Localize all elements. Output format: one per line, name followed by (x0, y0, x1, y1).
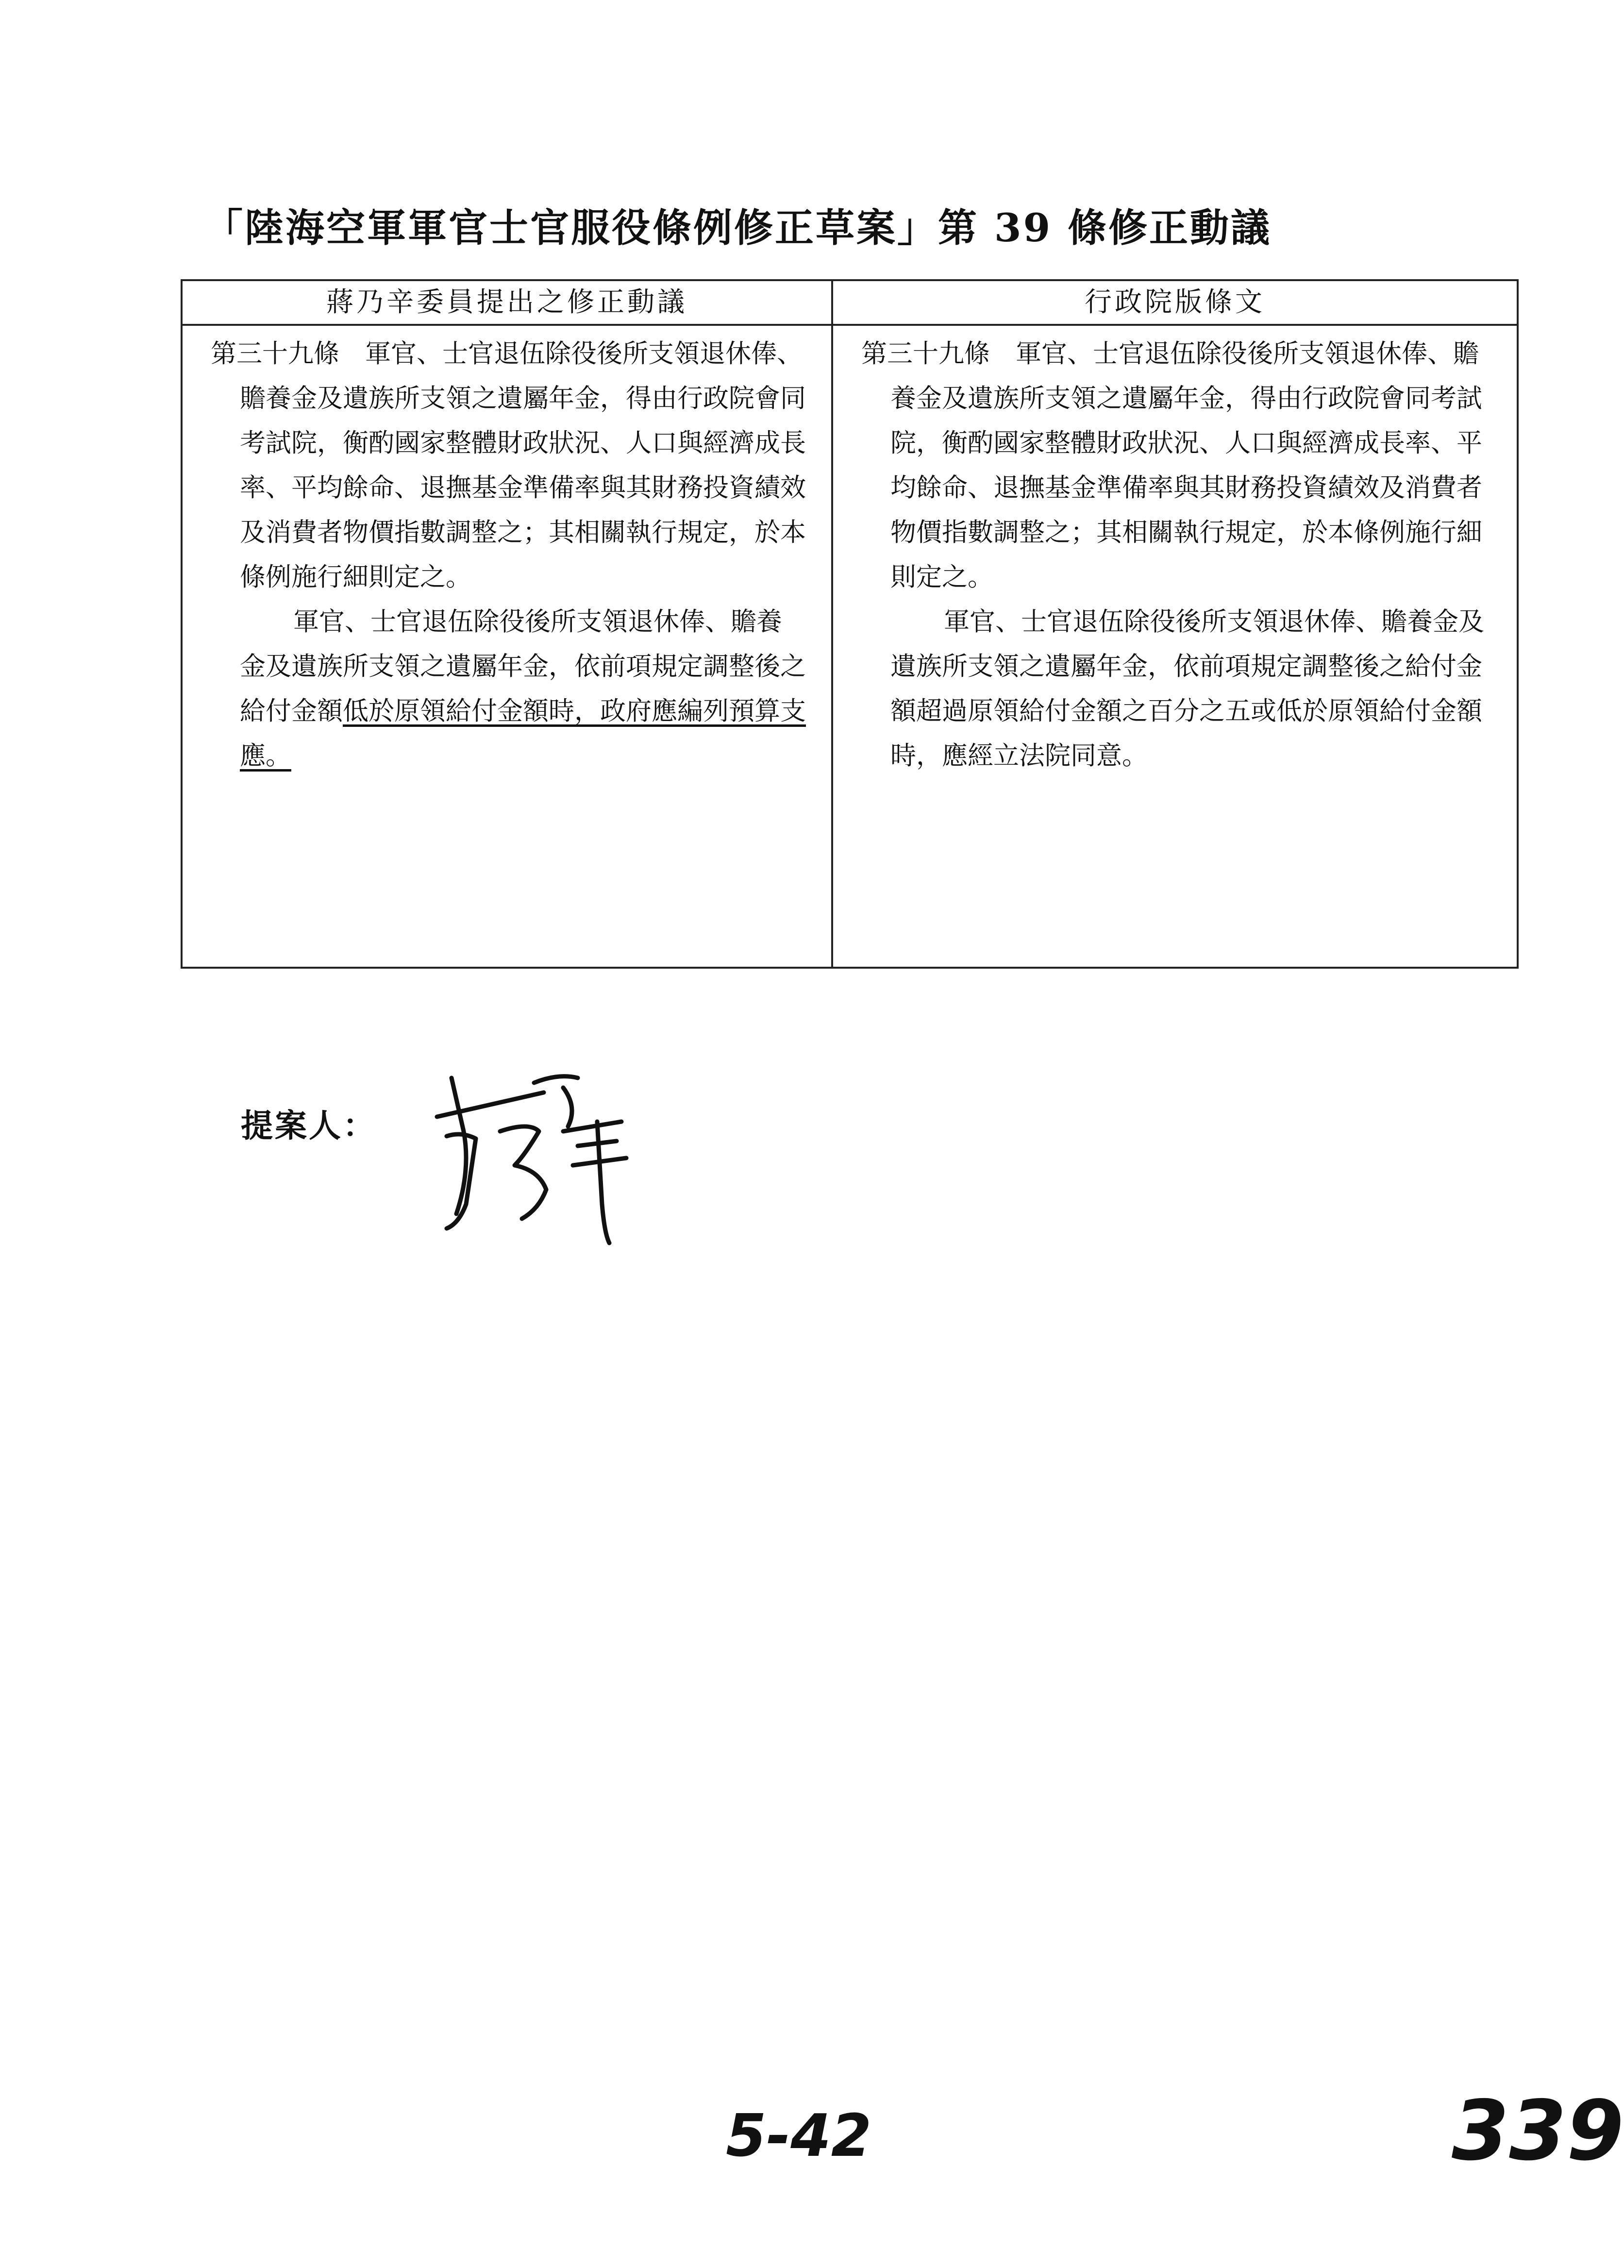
proposer-label: 提案人： (241, 1107, 377, 1144)
executive-article-paragraph-1: 第三十九條 軍官、士官退伍除役後所支領退休俸、贍養金及遺族所支領之遺屬年金，得由行政院會同考試院，衡酌國家整體財政狀況、人口與經濟成長率、平均餘命、退撫基金準備率與其財務投資績效及消費者物價指數調整之；其相關執行規定，於本條例施行細則定之。 (861, 339, 1482, 592)
handwritten-signature (418, 1058, 689, 1262)
motion-article-paragraph-1: 第三十九條 軍官、士官退伍除役後所支領退休俸、贍養金及遺族所支領之遺屬年金，得由行政院會同考試院，衡酌國家整體財政狀況、人口與經濟成長率、平均餘命、退撫基金準備率與其財務投資績效及消費者物價指數調整之；其相關執行規定，於本條例施行細則定之。 (211, 339, 806, 592)
executive-yuan-column-header: 行政院版條文 (833, 281, 1517, 326)
motion-paragraph-2-text: 軍官、士官退伍除役後所支領退休俸、贍養金及遺族所支領之遺屬年金，依前項規定調整後之給付金額 (240, 607, 806, 726)
comparison-table (181, 279, 1519, 969)
handwritten-page-mark: 5-42 (726, 2102, 872, 2170)
motion-underlined-amendment: 低於原領給付金額時，政府應編列預算支應。 (240, 696, 806, 771)
handwritten-page-number: 339 (1452, 2083, 1624, 2179)
executive-yuan-column-body (833, 326, 1517, 778)
executive-yuan-column (833, 281, 1517, 967)
executive-article-paragraph-2: 軍官、士官退伍除役後所支領退休俸、贍養金及遺族所支領之遺屬年金，依前項規定調整後之給付金額超過原領給付金額之百分之五或低於原領給付金額時，應經立法院同意。 (890, 607, 1484, 771)
motion-article-paragraph-2 (211, 600, 807, 778)
motion-column-header: 蔣乃辛委員提出之修正動議 (183, 281, 831, 326)
document-title: 「陸海空軍軍官士官服役條例修正草案」第 39 條修正動議 (204, 205, 1272, 251)
motion-column (183, 281, 833, 967)
motion-column-body (183, 326, 831, 778)
